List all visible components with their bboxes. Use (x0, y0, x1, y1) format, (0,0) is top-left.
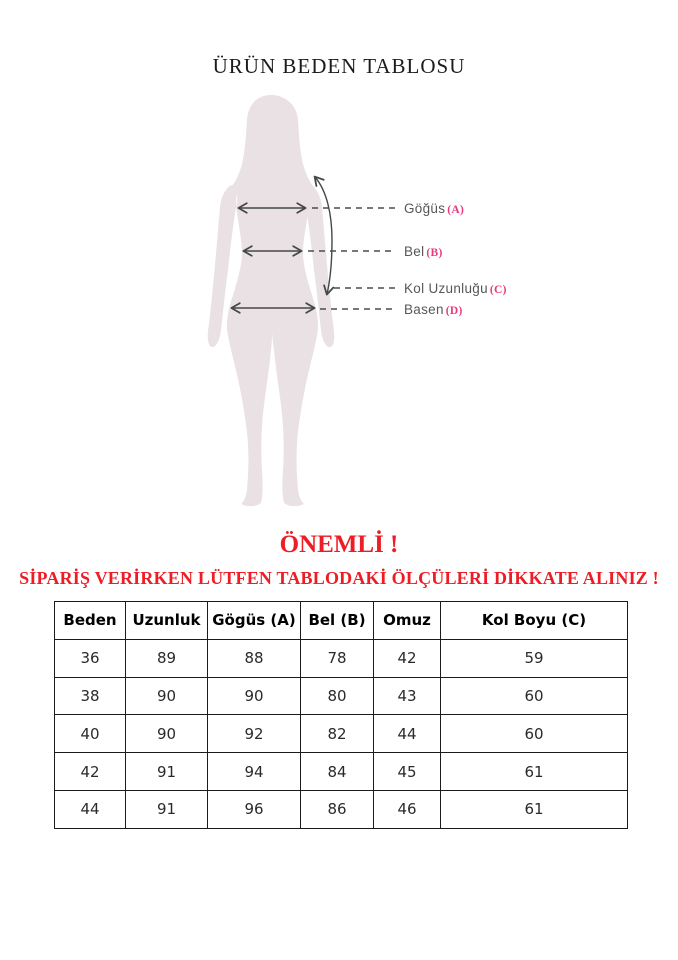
table-cell: 61 (441, 753, 628, 791)
table-cell: 46 (374, 790, 441, 828)
table-cell: 42 (374, 639, 441, 677)
measurement-name: Kol Uzunluğu (404, 281, 488, 296)
table-cell: 91 (126, 753, 208, 791)
measurement-label-bel (404, 244, 443, 259)
measurement-name: Bel (404, 244, 425, 259)
table-cell: 45 (374, 753, 441, 791)
table-cell: 88 (208, 639, 301, 677)
page-title: ÜRÜN BEDEN TABLOSU (212, 54, 466, 78)
table-cell: 38 (55, 677, 126, 715)
body-silhouette-torso (227, 95, 318, 506)
table-cell: 92 (208, 715, 301, 753)
size-table (54, 601, 628, 829)
column-header-bel: Bel (B) (301, 602, 374, 640)
table-cell: 94 (208, 753, 301, 791)
table-cell: 44 (374, 715, 441, 753)
measurement-code: (A) (447, 204, 465, 216)
table-row (55, 715, 628, 753)
table-cell: 82 (301, 715, 374, 753)
table-cell: 90 (126, 715, 208, 753)
table-cell: 36 (55, 639, 126, 677)
measurement-code: (D) (445, 305, 463, 317)
measurement-label-kol-uzunlugu (404, 281, 507, 296)
measurement-name: Göğüs (404, 201, 446, 216)
column-header-uzunluk: Uzunluk (126, 602, 208, 640)
measurement-label-basen (404, 302, 463, 317)
column-header-gogus: Gögüs (A) (208, 602, 301, 640)
table-cell: 89 (126, 639, 208, 677)
table-cell: 84 (301, 753, 374, 791)
table-cell: 40 (55, 715, 126, 753)
column-header-kol-boyu: Kol Boyu (C) (441, 602, 628, 640)
table-cell: 42 (55, 753, 126, 791)
column-header-omuz: Omuz (374, 602, 441, 640)
table-cell: 43 (374, 677, 441, 715)
table-header-row (55, 602, 628, 640)
measurement-name: Basen (404, 302, 444, 317)
table-cell: 86 (301, 790, 374, 828)
table-cell: 90 (126, 677, 208, 715)
table-cell: 59 (441, 639, 628, 677)
table-cell: 61 (441, 790, 628, 828)
table-row (55, 677, 628, 715)
measurement-code: (B) (426, 247, 443, 259)
important-heading: ÖNEMLİ ! (279, 531, 399, 558)
female-body-silhouette (208, 95, 335, 506)
column-header-beden: Beden (55, 602, 126, 640)
table-cell: 60 (441, 715, 628, 753)
table-row (55, 753, 628, 791)
table-cell: 80 (301, 677, 374, 715)
table-cell: 96 (208, 790, 301, 828)
table-cell: 91 (126, 790, 208, 828)
measurement-label-gogus (404, 201, 464, 216)
table-row (55, 639, 628, 677)
table-row (55, 790, 628, 828)
table-cell: 60 (441, 677, 628, 715)
table-cell: 78 (301, 639, 374, 677)
table-cell: 90 (208, 677, 301, 715)
warning-text: SİPARİŞ VERİRKEN LÜTFEN TABLODAKİ ÖLÇÜLERİ DİKKATE ALINIZ ! (19, 568, 659, 588)
measurement-code: (C) (489, 284, 507, 296)
table-cell: 44 (55, 790, 126, 828)
